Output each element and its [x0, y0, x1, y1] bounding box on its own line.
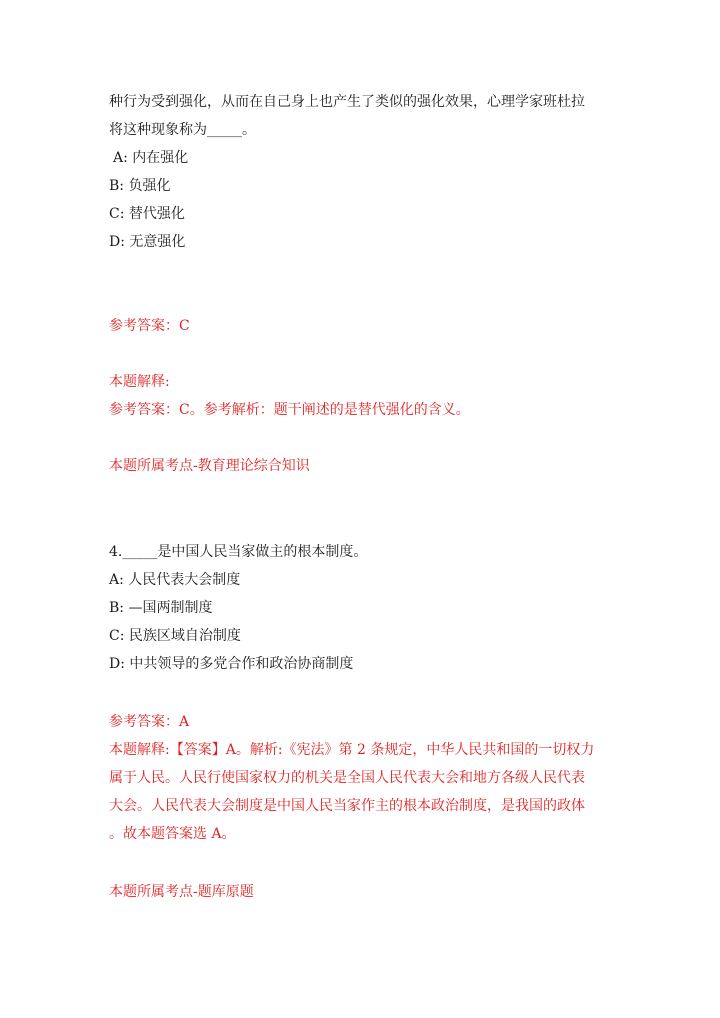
q4-option-a: A: 人民代表大会制度 [109, 572, 241, 588]
q3-option-d: D: 无意强化 [109, 234, 186, 250]
q3-option-a: A: 内在强化 [113, 150, 189, 166]
q3-stem-line-2: 将这种现象称为_____。 [109, 122, 256, 138]
q4-stem: 4._____是中国人民当家做主的根本制度。 [109, 544, 368, 560]
q4-explanation-line-1: 本题解释:【答案】A。解析:《宪法》第 2 条规定，中华人民共和国的一切权力 [109, 742, 595, 758]
q4-explanation-line-2: 属于人民。人民行使国家权力的机关是全国人民代表大会和地方各级人民代表 [109, 770, 585, 786]
q3-explanation: 参考答案：C。参考解析：题干阐述的是替代强化的含义。 [109, 402, 470, 418]
q4-explanation-line-3: 大会。人民代表大会制度是中国人民当家作主的根本政治制度，是我国的政体 [109, 798, 585, 814]
q4-answer: 参考答案：A [109, 714, 190, 730]
q3-option-c: C: 替代强化 [109, 206, 185, 222]
q3-stem-line-1: 种行为受到强化，从而在自己身上也产生了类似的强化效果，心理学家班杜拉 [109, 94, 585, 110]
q3-option-b: B: 负强化 [109, 178, 171, 194]
q3-explanation-label: 本题解释: [109, 374, 170, 390]
q3-topic: 本题所属考点-教育理论综合知识 [109, 458, 310, 474]
q4-option-b: B: —国两制制度 [109, 600, 213, 616]
q4-explanation-line-4: 。故本题答案选 A。 [109, 826, 236, 842]
q3-answer: 参考答案：C [109, 318, 190, 334]
q4-option-d: D: 中共领导的多党合作和政治协商制度 [109, 656, 354, 672]
q4-option-c: C: 民族区域自治制度 [109, 628, 241, 644]
q4-topic: 本题所属考点-题库原题 [109, 884, 254, 900]
